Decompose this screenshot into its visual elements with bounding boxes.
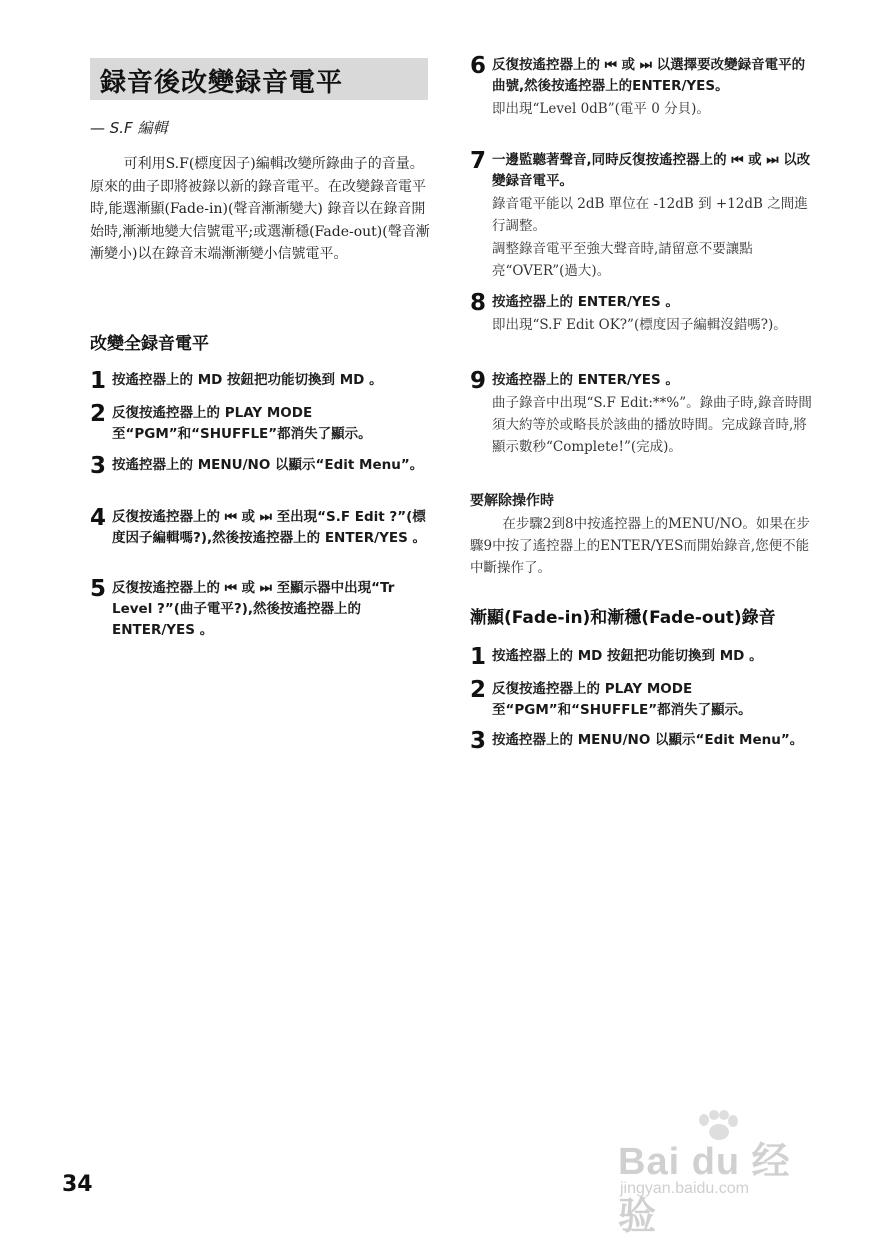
section1-step: [90, 507, 430, 549]
section1-heading: 改變全録音電平: [90, 334, 209, 354]
step-number: 3: [470, 728, 487, 754]
step-text: 反復按遙控器上的 PLAY MODE 至“PGM”和“SHUFFLE”都消失了顯示。: [492, 681, 752, 718]
step-text: 一邊監聽著聲音,同時反復按遙控器上的 ⏮ 或 ⏭ 以改變録音電平。: [492, 152, 811, 189]
subtitle: — S.F 編輯: [90, 119, 168, 137]
step-text: 按遙控器上的 MD 按鈕把功能切換到 MD 。: [112, 372, 383, 388]
page-title-bar: [90, 58, 428, 100]
section2-step: [470, 679, 815, 721]
step-text: 按遙控器上的 MD 按鈕把功能切換到 MD 。: [492, 648, 763, 664]
step-text: 按遙控器上的 ENTER/YES 。: [492, 372, 679, 388]
step-number: 2: [470, 677, 487, 703]
section2-step: [470, 646, 815, 668]
step-text: 反復按遙控器上的 ⏮ 或 ⏭ 至顯示器中出現“Tr Level ?”(曲子電平?),然後按遙控器上的 ENTER/YES 。: [112, 580, 395, 638]
step-6: [470, 55, 815, 120]
section1-step: [90, 403, 430, 445]
step-number: 9: [470, 368, 487, 394]
step-number: 5: [90, 576, 107, 602]
step-number: 8: [470, 290, 487, 316]
step-subtext: 錄音電平能以 2dB 單位在 -12dB 到 +12dB 之間進行調整。: [492, 196, 808, 234]
section1-step: [90, 578, 430, 641]
step-number: 4: [90, 505, 107, 531]
baidu-watermark: [618, 1110, 828, 1238]
step-text: 按遙控器上的 ENTER/YES 。: [492, 294, 679, 310]
step-text: 按遙控器上的 MENU/NO 以顯示“Edit Menu”。: [112, 457, 424, 473]
watermark-url: jingyan.baidu.com: [620, 1180, 749, 1197]
step-subtext: 曲子錄音中出現“S.F Edit:**%”。錄曲子時,錄音時間須大約等於或略長於該曲的播放時間。完成錄音時,將顯示數秒“Complete!”(完成)。: [492, 395, 812, 455]
step-subtext: 即出現“Level 0dB”(電平 0 分貝)。: [492, 101, 710, 117]
step-text: 反復按遙控器上的 PLAY MODE 至“PGM”和“SHUFFLE”都消失了顯示。: [112, 405, 372, 442]
intro-text: 可利用S.F(標度因子)編輯改變所錄曲子的音量。原來的曲子即將被錄以新的錄音電平。在改變錄音電平時,能選漸顯(Fade-in)(聲音漸漸變大) 錄音以在錄音開始時,漸漸地變大信號電平;或選漸穩(Fade-out)(聲音漸漸變小)以在錄音末端漸漸變小信號電平。: [90, 156, 430, 262]
step-number: 2: [90, 401, 107, 427]
step-number: 7: [470, 148, 487, 174]
note-text: 在步驟2到8中按遙控器上的MENU/NO。如果在步驟9中按了遙控器上的ENTER/YES而開始錄音,您便不能中斷操作了。: [470, 516, 810, 576]
step-text: 反復按遙控器上的 ⏮ 或 ⏭ 以選擇要改變録音電平的曲號,然後按遙控器上的ENTER/YES。: [492, 57, 806, 94]
step-subtext: 調整錄音電平至強大聲音時,請留意不要讓點亮“OVER”(過大)。: [492, 241, 753, 279]
step-number: 1: [470, 644, 487, 670]
step-text: 反復按遙控器上的 ⏮ 或 ⏭ 至出現“S.F Edit ?”(標度因子編輯嗎?),然後按遙控器上的 ENTER/YES 。: [112, 509, 427, 546]
section2-heading: 漸顯(Fade-in)和漸穩(Fade-out)錄音: [470, 608, 776, 628]
section1-step: [90, 455, 430, 477]
step-8: [470, 292, 815, 336]
page-title: 録音後改變録音電平: [100, 68, 344, 98]
step-number: 6: [470, 53, 487, 79]
step-7: [470, 150, 815, 282]
step-number: 1: [90, 368, 107, 394]
step-9: [470, 370, 815, 458]
section2-step: [470, 730, 815, 752]
watermark-brand: Bai du 经验: [618, 1141, 791, 1238]
step-number: 3: [90, 453, 107, 479]
section1-step: [90, 370, 430, 392]
step-text: 按遙控器上的 MENU/NO 以顯示“Edit Menu”。: [492, 732, 804, 748]
note-body: [470, 513, 815, 579]
note-heading: 要解除操作時: [470, 493, 554, 509]
step-subtext: 即出現“S.F Edit OK?”(標度因子編輯沒錯嗎?)。: [492, 317, 787, 333]
page-number: 34: [62, 1172, 93, 1197]
intro-paragraph: [90, 153, 430, 266]
